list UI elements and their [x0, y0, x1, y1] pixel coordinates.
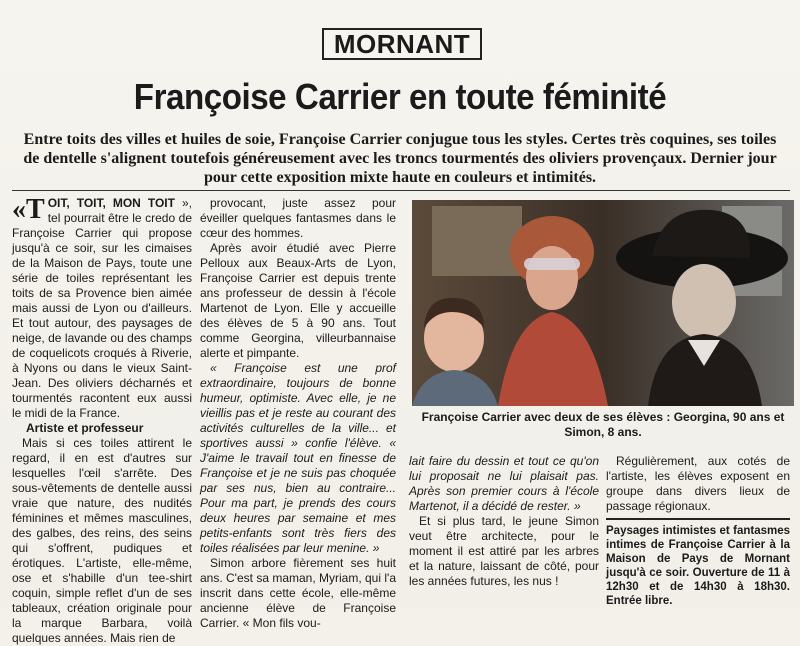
paragraph [12, 196, 192, 421]
paragraph: Simon arbore fièrement ses huit ans. C'est sa maman, Myriam, qui l'a inscrit dans cette école, elle-même ancienne élève de Françoise Carrier. « Mon fils vou- [200, 556, 396, 630]
paragraph: lait faire du dessin et tout ce qu'on lui proposait ne lui plaisait pas. Après son premier cours à l'école Martenot, il a décidé de rester. » [409, 454, 599, 513]
section-title: MORNANT [322, 28, 482, 60]
subheading: Artiste et professeur [26, 421, 144, 435]
paragraph: Après avoir étudié avec Pierre Pelloux aux Beaux-Arts de Lyon, Françoise Carrier est depuis trente ans professeur de dessin à l'école Martenot de Lyon. Elle y accueille des élèves de 5 à 90 ans. Tout comme Georgina, villeurbannaise alerte et pimpante. [200, 241, 396, 360]
article-photo [412, 200, 794, 406]
paragraph: Mais si ces toiles attirent le regard, il en est d'autres sur lesquelles l'œil s'arrête. Des sous-vêtements de dentelle aussi vraie que nature, des nudités féminines et mêmes masculines, des galbes, des reins, des seins qui s'offrent, pudiques et érotiques. L'artiste, elle-même, ose et s'habille d'un tee-shirt coquin, simple reflet d'un de ses tableaux, création originale pour la marque Barbara, voilà quelques années. Mais rien de [12, 436, 192, 645]
column-rule [12, 190, 790, 191]
standfirst: Entre toits des villes et huiles de soie, Françoise Carrier conjugue tous les styles. Certes très coquines, ses toiles de dentelle s'alignent toutefois généreusement avec les troncs tourmentés des oliviers provençaux. Dernier jour pour cette exposition mixte haute en couleurs et intimités. [23, 131, 777, 186]
photo-illustration [412, 200, 794, 406]
photo-caption: Françoise Carrier avec deux de ses élèves : Georgina, 90 ans et Simon, 8 ans. [421, 410, 785, 439]
paragraph: « Françoise est une prof extraordinaire, toujours de bonne humeur, optimiste. Avec elle, je ne vieillis pas et je reste au courant des activités culturelles de la ville... et sportives aussi » confie l'élève. « J'aime le travail tout en finesse de Françoise et je ne suis pas choquée par ses nus, bien au contraire... Pour ma part, je prends des cours deux heures par semaine et mes petits-enfants sont très fiers des toiles réalisées par leur menine. » [200, 361, 396, 555]
paragraph: Et si plus tard, le jeune Simon veut être architecte, pour le moment il est attiré par les arbres et la nature, laissant de côté, pour les années futures, les nus ! [409, 514, 599, 588]
drop-cap: «T [12, 194, 45, 225]
column-4 [606, 454, 790, 514]
paragraph-text: », tel pourrait être le credo de Françoise Carrier qui propose jusqu'à ce soir, sur les cimaises de la Maison de Pays, toute une série de toiles représentant les toits de sa Provence bien aimée mais aussi de Lyon ou d'ailleurs. Et tout autour, des paysages de neige, de lavande ou des champs de coquelicots croqués à Riverie, à Nyons ou dans le vieux Saint-Jean. Des oliviers décharnés et tourmentés racontent eux aussi le midi de la France. [12, 196, 192, 420]
paragraph: provocant, juste assez pour éveiller quelques fantasmes dans le cœur des hommes. [200, 196, 396, 240]
headline: Françoise Carrier en toute féminité [133, 76, 667, 117]
paragraph: Régulièrement, aux cotés de l'artiste, les élèves exposent en groupe dans divers lieux de passage régionaux. [606, 454, 790, 513]
info-box: Paysages intimistes et fantasmes intimes de Françoise Carrier à la Maison de Pays de Mornant jusqu'à ce soir. Ouverture de 11 à 12h30 et de 14h30 à 18h30. Entrée libre. [606, 518, 790, 578]
column-2 [200, 196, 396, 631]
column-1 [12, 196, 192, 646]
lead-caps: OIT, TOIT, MON TOIT [47, 196, 175, 210]
column-3 [409, 454, 599, 589]
